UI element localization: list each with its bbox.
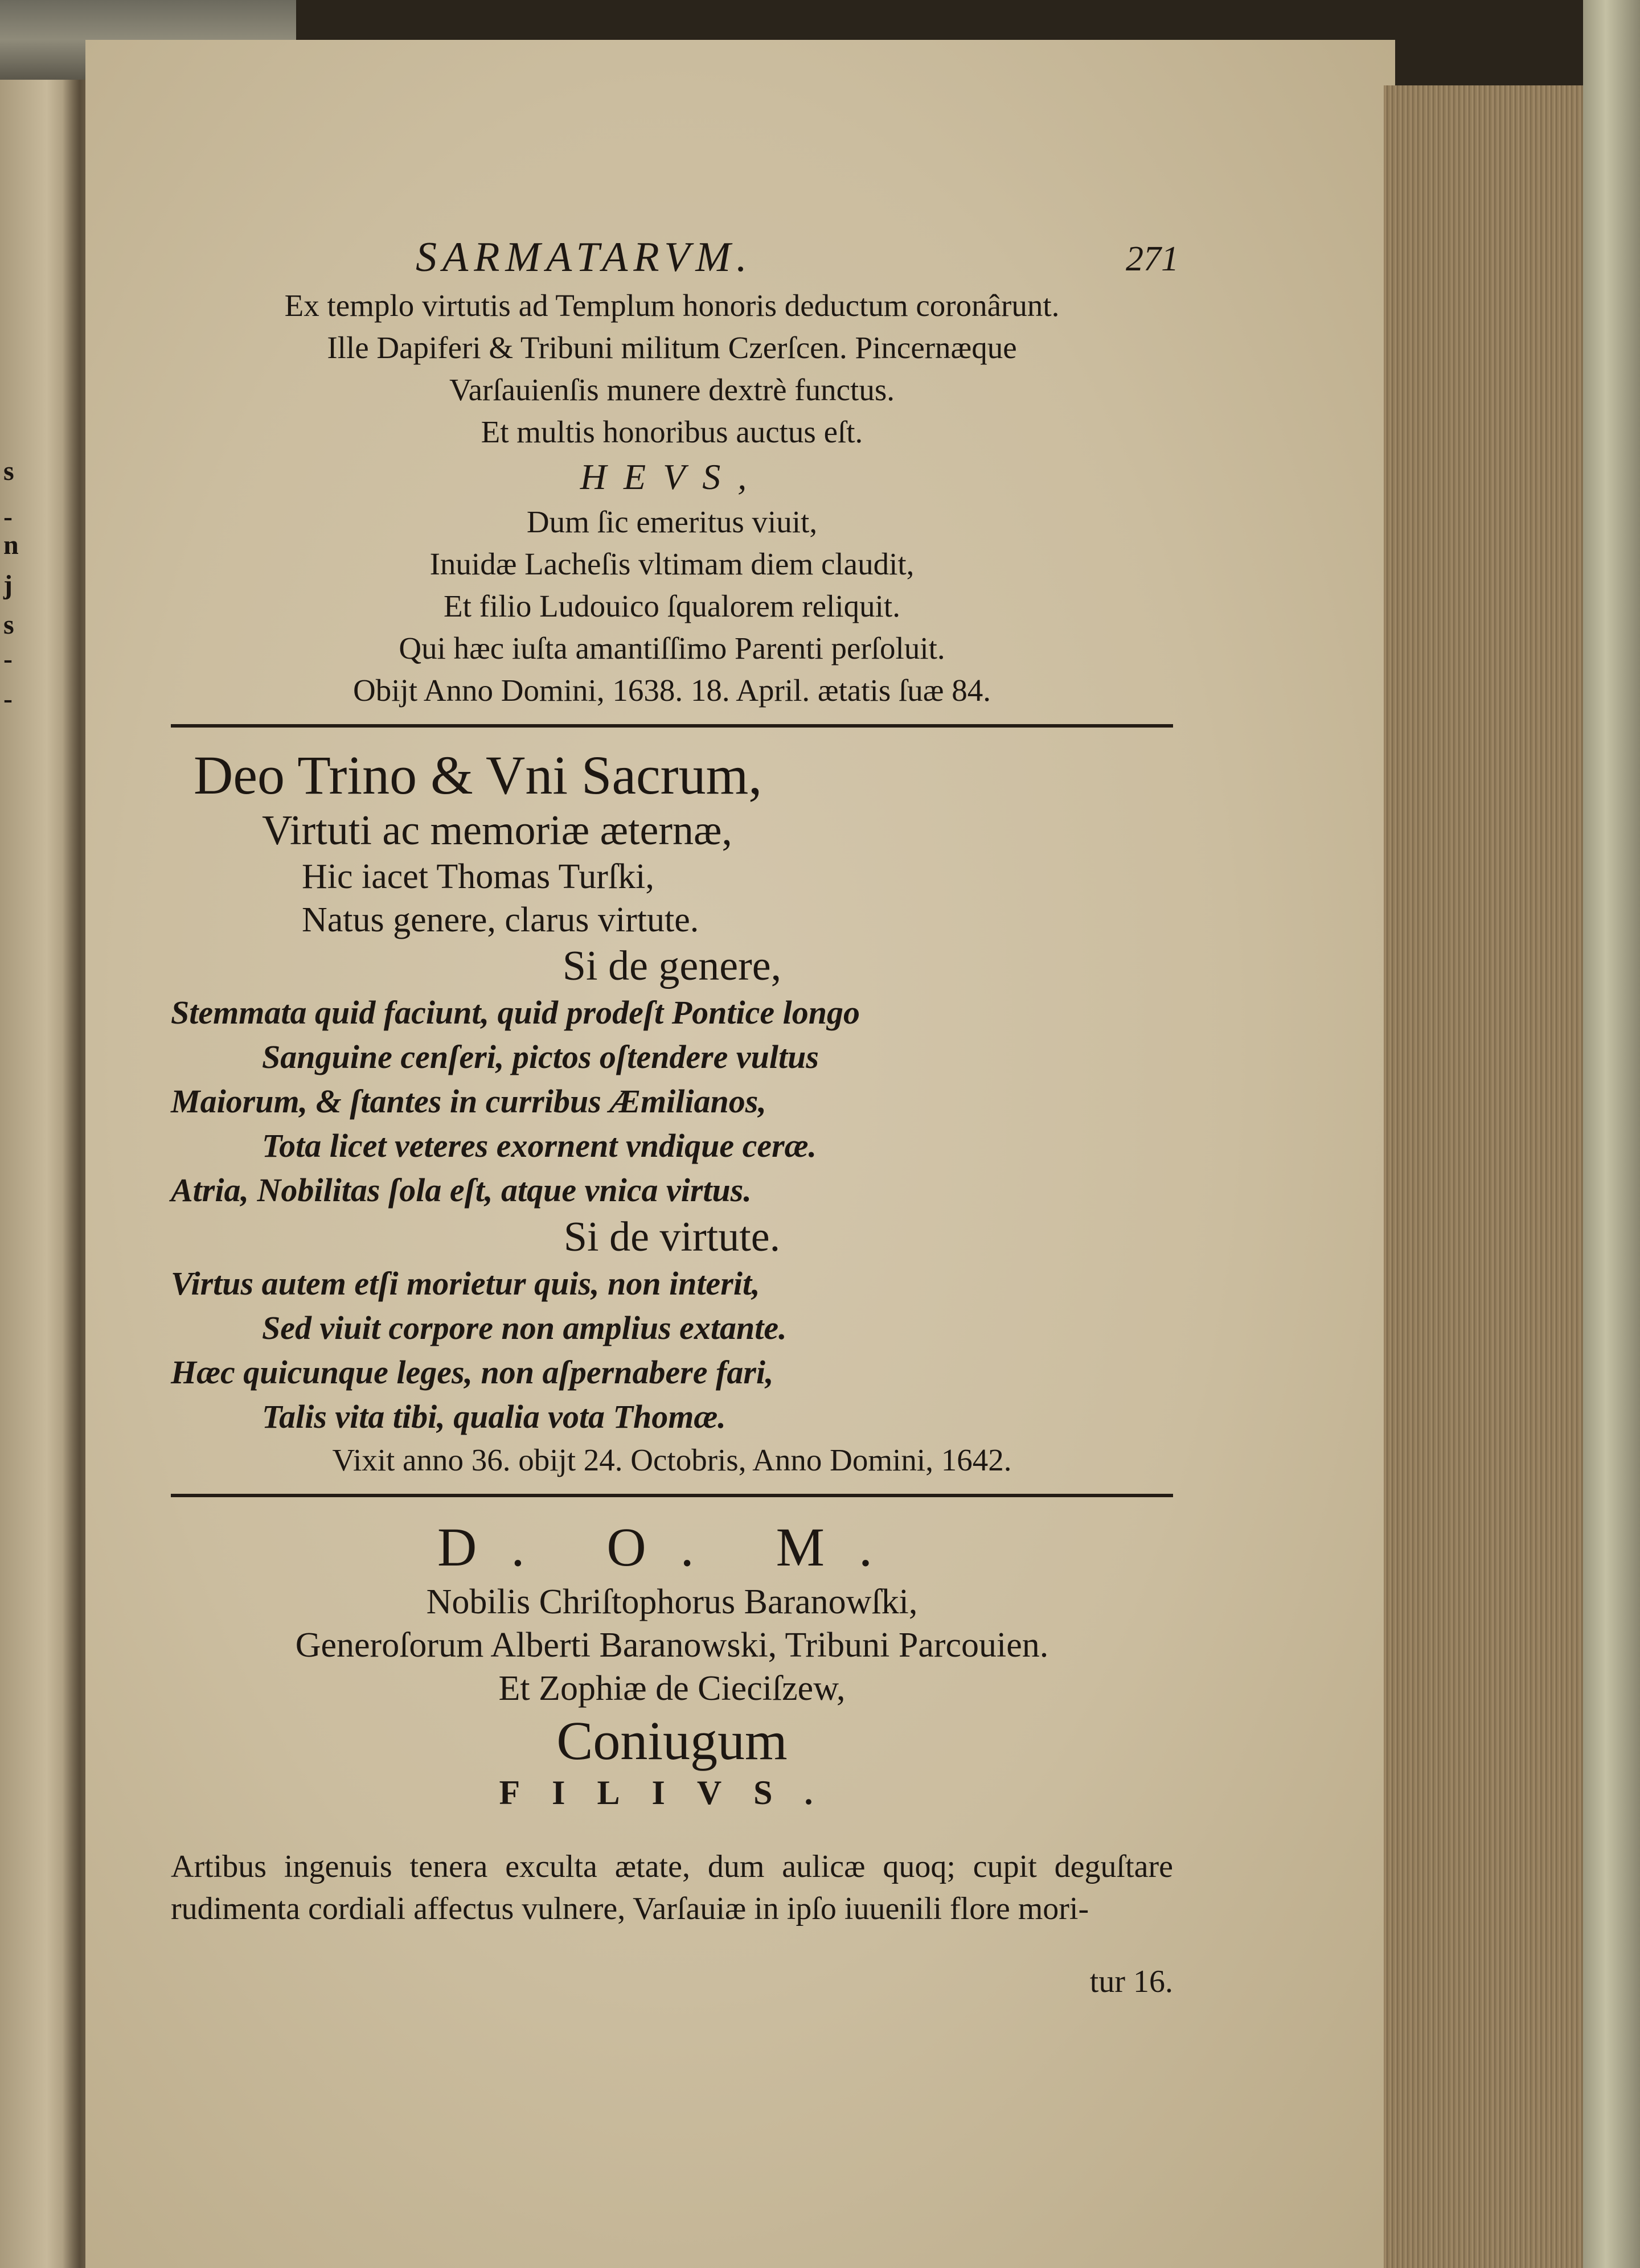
page-text bbox=[171, 228, 1179, 2002]
verse-line: Sanguine cenſeri, pictos oſtendere vultus bbox=[262, 1038, 819, 1075]
verse-line: Stemmata quid faciunt, quid prodeſt Pontice longo bbox=[171, 994, 860, 1031]
epitaph-1 bbox=[171, 285, 1173, 712]
verse-line: Atria, Nobilitas ſola eſt, atque vnica virtus. bbox=[171, 1172, 752, 1209]
obit-line: Vixit anno 36. obijt 24. Octobris, Anno Domini, 1642. bbox=[332, 1443, 1012, 1477]
left-fragment: j bbox=[3, 570, 13, 600]
epitaph-subtitle: Virtuti ac memoriæ æternæ, bbox=[262, 807, 732, 854]
verse-line: Hæc quicunque leges, non aſpernabere fari, bbox=[171, 1354, 774, 1391]
divider-rule bbox=[171, 1494, 1173, 1497]
epitaph-line: Dum ſic emeritus viuit, bbox=[526, 504, 818, 539]
left-fragment: s bbox=[3, 610, 14, 640]
verse-line: Talis vita tibi, qualia vota Thomæ. bbox=[262, 1398, 726, 1435]
epitaph-line: Qui hæc iuſta amantiſſimo Parenti perſoluit. bbox=[399, 631, 945, 665]
filius-heading: FILIVS. bbox=[499, 1774, 845, 1811]
left-fragment: n bbox=[3, 530, 19, 560]
epitaph-line: Generoſorum Alberti Baranowski, Tribuni Parcouien. bbox=[295, 1626, 1049, 1665]
epitaph-line: Et filio Ludouico ſqualorem reliquit. bbox=[444, 589, 900, 623]
prose-paragraph: Artibus ingenuis tenera exculta ætate, dum aulicæ quoq; cupit deguſtare rudimenta cordiali affectus vulnere, Varſauiæ in ipſo iuuenili flore mori- bbox=[171, 1849, 1173, 1926]
epitaph-line: Inuidæ Lacheſis vltimam diem claudit, bbox=[429, 547, 915, 581]
heus-heading: HEVS, bbox=[580, 457, 764, 497]
section-heading: Si de virtute. bbox=[563, 1214, 781, 1260]
section-heading: Si de genere, bbox=[562, 943, 782, 989]
left-fragment: - bbox=[3, 502, 13, 532]
epitaph-line: Nobilis Chriſtophorus Baranowſki, bbox=[426, 1583, 918, 1621]
book-cover-edge bbox=[1583, 0, 1640, 2268]
epitaph-line: Natus genere, clarus virtute. bbox=[302, 901, 699, 939]
divider-rule bbox=[171, 724, 1173, 728]
epitaph-line: Hic iacet Thomas Turſki, bbox=[302, 857, 654, 896]
coniugum-heading: Coniugum bbox=[556, 1710, 788, 1771]
left-fragment: - bbox=[3, 684, 13, 714]
verse-line: Virtus autem etſi morietur quis, non interit, bbox=[171, 1265, 760, 1302]
header bbox=[171, 228, 1179, 285]
epitaph-2 bbox=[171, 745, 1173, 1481]
left-fragment: s bbox=[3, 456, 14, 486]
dom-heading: D. O. M. bbox=[437, 1517, 907, 1577]
running-head: SARMATARVM. bbox=[416, 234, 753, 281]
epitaph-line: Ille Dapiferi & Tribuni militum Czerſcen. Pincernæque bbox=[327, 330, 1017, 365]
verse-line: Sed viuit corpore non amplius extante. bbox=[262, 1309, 787, 1346]
obit-line: Obijt Anno Domini, 1638. 18. April. ætatis ſuæ 84. bbox=[353, 673, 991, 708]
page-number: 271 bbox=[1126, 240, 1179, 278]
left-fragment: - bbox=[3, 644, 13, 674]
verse-line: Tota licet veteres exornent vndique ceræ. bbox=[262, 1127, 817, 1164]
verse-line: Maiorum, & ſtantes in curribus Æmilianos, bbox=[171, 1083, 766, 1120]
epitaph-line: Et multis honoribus auctus eſt. bbox=[481, 414, 863, 449]
epitaph-line: Ex templo virtutis ad Templum honoris deductum coronârunt. bbox=[284, 288, 1060, 323]
epitaph-line: Varſauienſis munere dextrè functus. bbox=[449, 372, 895, 407]
epitaph-line: Et Zophiæ de Cieciſzew, bbox=[498, 1669, 846, 1708]
prose-end: tur 16. bbox=[1089, 1964, 1173, 1999]
page-edges bbox=[1384, 85, 1583, 2268]
epitaph-title: Deo Trino & Vni Sacrum, bbox=[194, 745, 762, 806]
epitaph-3 bbox=[171, 1514, 1173, 2002]
